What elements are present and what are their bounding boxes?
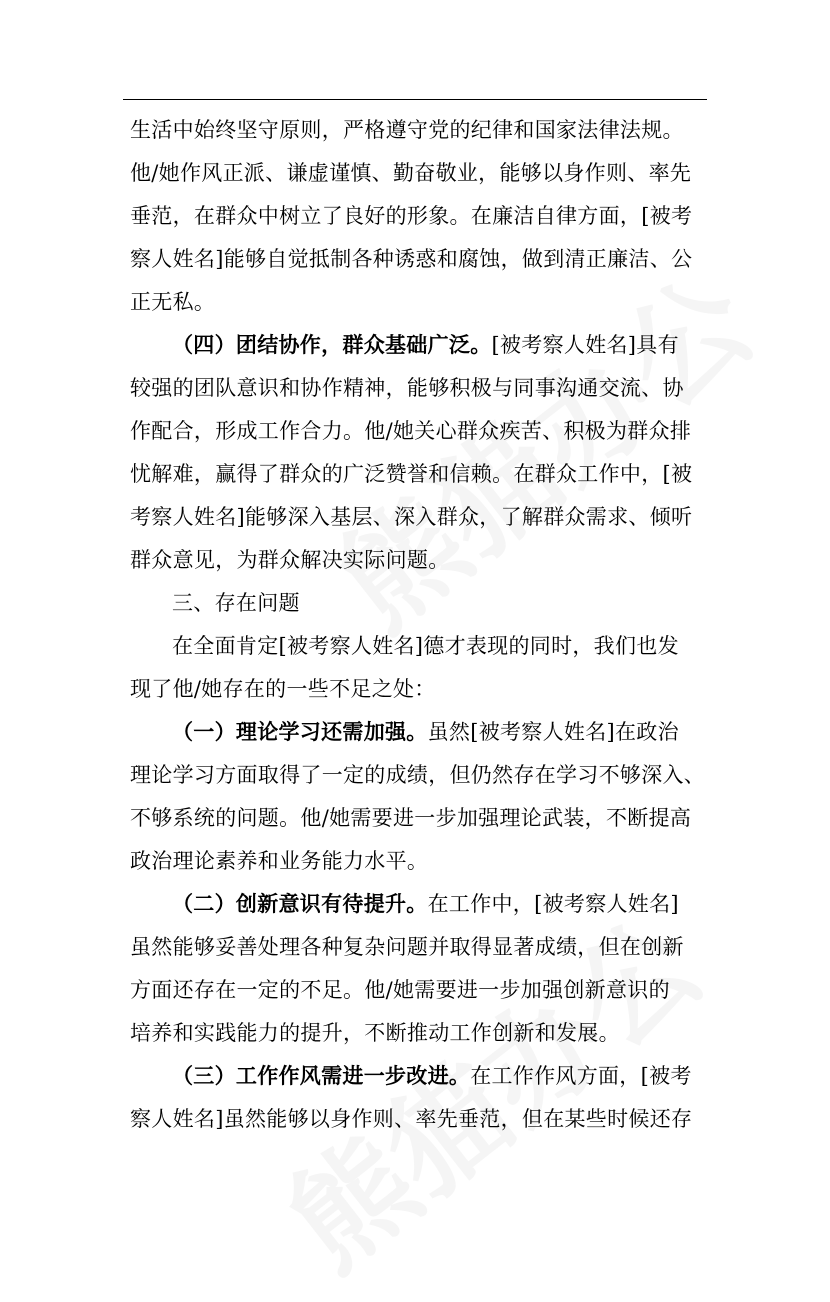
paragraph-line: 正无私。 — [130, 290, 216, 314]
paragraph-text: 虽然[被考察人姓名]在政治 — [427, 720, 679, 744]
paragraph-text: 在工作中，[被考察人姓名] — [427, 892, 679, 916]
paragraph-line: 培养和实践能力的提升，不断推动工作创新和发展。 — [130, 1021, 620, 1045]
section-heading-problems: 三、存在问题 — [172, 591, 300, 615]
paragraph-text: 在工作作风方面，[被考 — [470, 1064, 692, 1088]
paragraph-line: 生活中始终坚守原则，严格遵守党的纪律和国家法律法规。 — [130, 118, 684, 142]
paragraph-line: 他/她作风正派、谦虚谨慎、勤奋敬业，能够以身作则、率先 — [130, 161, 692, 185]
paragraph-line: 忧解难，赢得了群众的广泛赞誉和信赖。在群众工作中，[被 — [130, 462, 693, 486]
paragraph-line: 不够系统的问题。他/她需要进一步加强理论武装，不断提高 — [130, 806, 692, 830]
paragraph-line: 垂范，在群众中树立了良好的形象。在廉洁自律方面，[被考 — [130, 204, 693, 228]
problem-1-heading: （一）理论学习还需加强。 — [172, 719, 428, 744]
paragraph-text: [被考察人姓名]具有 — [491, 333, 679, 357]
paragraph-line: 群众意见，为群众解决实际问题。 — [130, 548, 450, 572]
paragraph-line: 虽然能够妥善处理各种复杂问题并取得显著成绩，但在创新 — [130, 935, 684, 959]
paragraph-line: 考察人姓名]能够深入基层、深入群众，了解群众需求、倾听 — [130, 505, 693, 529]
paragraph-line: 理论学习方面取得了一定的成绩，但仍然存在学习不够深入、 — [130, 763, 706, 787]
problem-3-heading: （三）工作作风需进一步改进。 — [172, 1063, 471, 1088]
problem-2-line — [172, 884, 679, 924]
paragraph-line: 现了他/她存在的一些不足之处： — [130, 677, 436, 701]
header-rule — [123, 99, 707, 100]
paragraph-line: 作配合，形成工作合力。他/她关心群众疾苦、积极为群众排 — [130, 419, 692, 443]
paragraph-line: 在全面肯定[被考察人姓名]德才表现的同时，我们也发 — [172, 634, 679, 658]
paragraph-line: 察人姓名]虽然能够以身作则、率先垂范，但在某些时候还存 — [130, 1107, 693, 1131]
section-4-line — [172, 325, 679, 365]
problem-1-line — [172, 712, 679, 752]
paragraph-line: 较强的团队意识和协作精神，能够积极与同事沟通交流、协 — [130, 376, 684, 400]
problem-3-line — [172, 1056, 692, 1096]
problem-2-heading: （二）创新意识有待提升。 — [172, 891, 428, 916]
paragraph-line: 察人姓名]能够自觉抵制各种诱惑和腐蚀，做到清正廉洁、公 — [130, 247, 693, 271]
paragraph-line: 方面还存在一定的不足。他/她需要进一步加强创新意识的 — [130, 978, 670, 1002]
section-4-heading: （四）团结协作，群众基础广泛。 — [172, 332, 492, 357]
paragraph-line: 政治理论素养和业务能力水平。 — [130, 849, 429, 873]
